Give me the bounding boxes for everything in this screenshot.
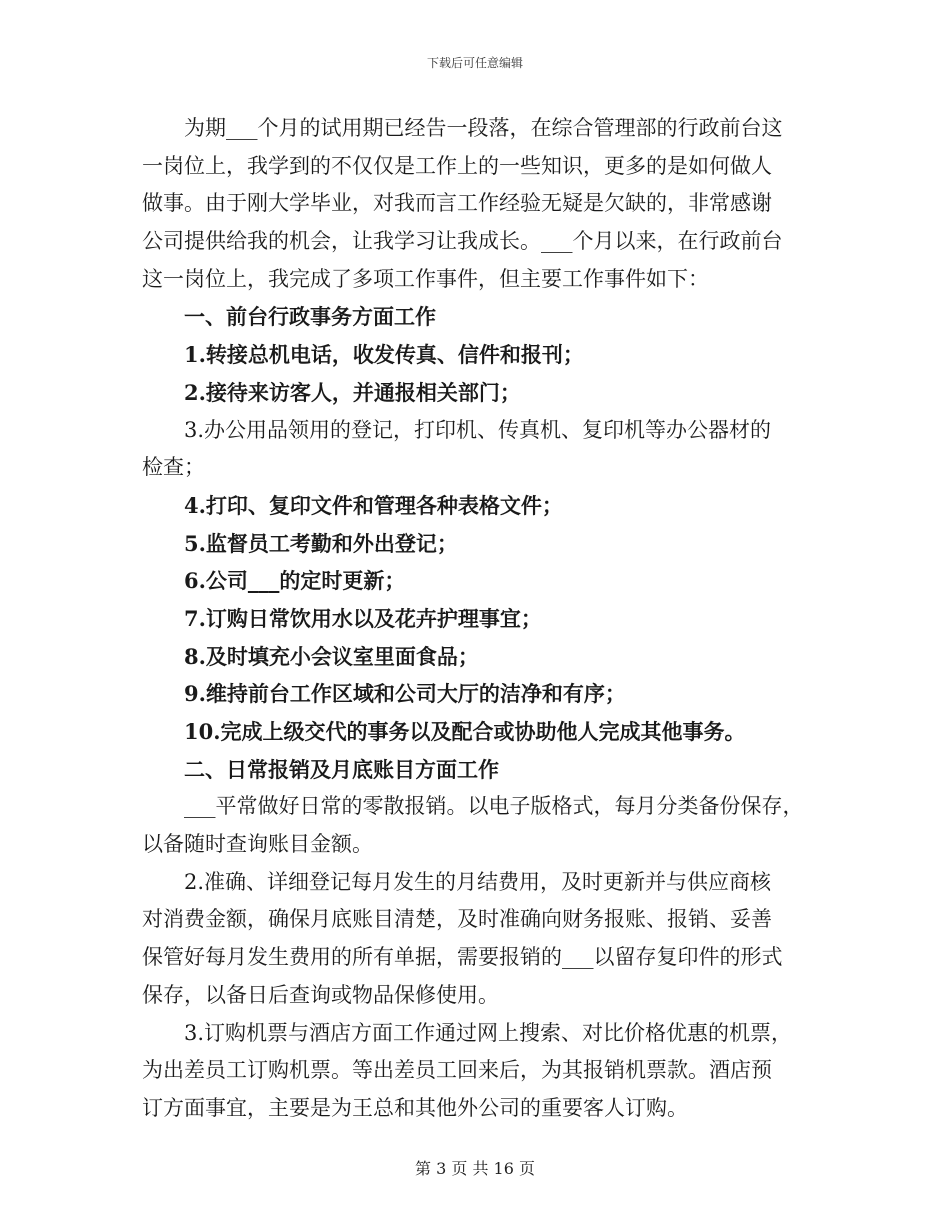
- text-line: 以备随时查询账目金额。: [142, 832, 373, 857]
- text-line: 保存，以备日后查询或物品保修使用。: [142, 982, 499, 1007]
- text-line: 3.订购机票与酒店方面工作通过网上搜索、对比价格优惠的机票，: [184, 1020, 793, 1045]
- text-line: 9.维持前台工作区域和公司大厅的洁净和有序；: [184, 681, 626, 707]
- document-body: [142, 110, 826, 1128]
- text-line: 2.准确、详细登记每月发生的月结费用，及时更新并与供应商核: [184, 869, 772, 894]
- page-header-note: 下载后可任意编辑: [426, 56, 523, 70]
- text-line: 一、前台行政事务方面工作: [184, 304, 436, 330]
- text-line: 为期___个月的试用期已经告一段落，在综合管理部的行政前台这: [184, 116, 783, 140]
- page-number: 第 3 页 共 16 页: [415, 1159, 535, 1178]
- text-line: 10.完成上级交代的事务以及配合或协助他人完成其他事务。: [184, 719, 746, 744]
- text-line: 对消费金额，确保月底账目清楚，及时准确向财务报账、报销、妥善: [142, 907, 772, 932]
- text-line: 检查；: [142, 455, 205, 480]
- text-line: 公司提供给我的机会，让我学习让我成长。___个月以来，在行政前台: [142, 229, 783, 254]
- text-line: 二、日常报销及月底账目方面工作: [184, 756, 499, 782]
- text-line: 7.订购日常饮用水以及花卉护理事宜；: [184, 605, 542, 631]
- text-line: 8.及时填充小会议室里面食品；: [184, 643, 479, 669]
- text-line: 保管好每月发生费用的所有单据，需要报销的___以留存复印件的形式: [142, 945, 783, 970]
- text-line: 这一岗位上，我完成了多项工作事件，但主要工作事件如下：: [142, 266, 709, 291]
- text-line: 做事。由于刚大学毕业，对我而言工作经验无疑是欠缺的，非常感谢: [142, 191, 772, 216]
- text-line: 5.监督员工考勤和外出登记；: [184, 530, 458, 556]
- text-line: 一岗位上，我学到的不仅仅是工作上的一些知识，更多的是如何做人: [142, 153, 772, 178]
- text-line: 4.打印、复印文件和管理各种表格文件；: [184, 492, 563, 518]
- text-line: 1.转接总机电话，收发传真、信件和报刊；: [184, 342, 584, 368]
- text-line: 订方面事宜，主要是为王总和其他外公司的重要客人订购。: [142, 1095, 688, 1120]
- text-line: 2.接待来访客人，并通报相关部门；: [184, 379, 521, 405]
- text-line: 为出差员工订购机票。等出差员工回来后，为其报销机票款。酒店预: [142, 1058, 772, 1083]
- text-line: 3.办公用品领用的登记，打印机、传真机、复印机等办公器材的: [184, 417, 772, 442]
- text-line: ___平常做好日常的零散报销。以电子版格式，每月分类备份保存，: [184, 794, 804, 819]
- text-line: 6.公司___的定时更新；: [184, 568, 406, 594]
